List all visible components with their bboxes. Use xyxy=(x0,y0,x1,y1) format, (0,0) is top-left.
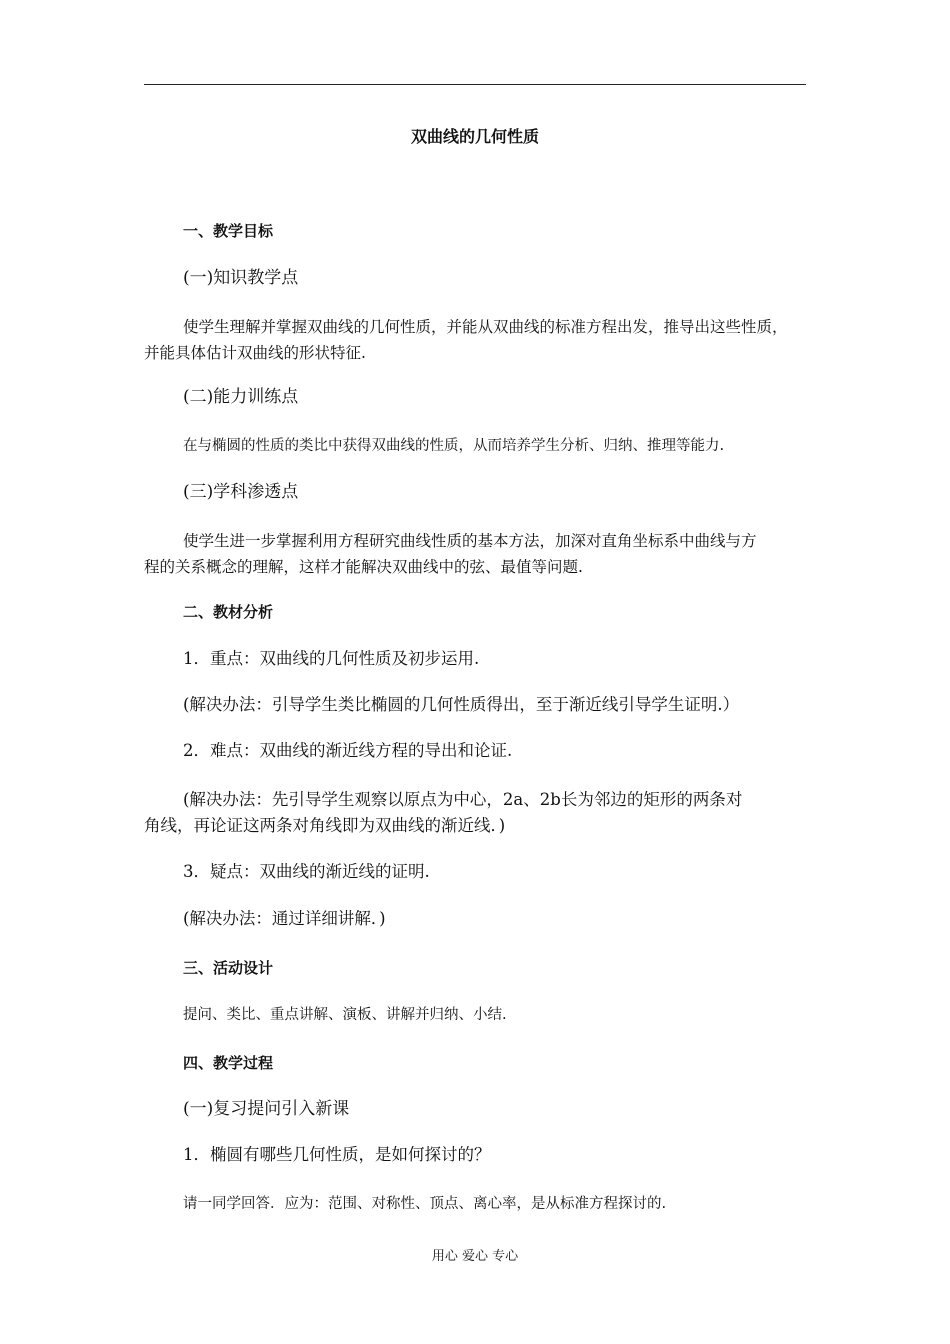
item-difficult-point-solution-line1: (解决办法：先引导学生观察以原点为中心，2a、2b长为邻边的矩形的两条对 xyxy=(183,790,743,809)
paragraph-knowledge-line1: 使学生理解并掌握双曲线的几何性质，并能从双曲线的标准方程出发，推导出这些性质， xyxy=(183,318,788,336)
subheading-interdisciplinary-points: (三)学科渗透点 xyxy=(183,482,299,502)
paragraph-interdisciplinary-line2: 程的关系概念的理解，这样才能解决双曲线中的弦、最值等问题. xyxy=(144,558,583,576)
paragraph-knowledge-line2: 并能具体估计双曲线的形状特征. xyxy=(144,344,366,362)
question-ellipse-properties: 1．椭圆有哪些几何性质，是如何探讨的？ xyxy=(183,1145,491,1164)
subheading-ability-points: (二)能力训练点 xyxy=(183,387,299,407)
paragraph-ability: 在与椭圆的性质的类比中获得双曲线的性质，从而培养学生分析、归纳、推理等能力. xyxy=(183,438,725,454)
paragraph-interdisciplinary-line1: 使学生进一步掌握利用方程研究曲线性质的基本方法，加深对直角坐标系中曲线与方 xyxy=(183,532,757,550)
section-heading-activity-design: 三、活动设计 xyxy=(183,959,274,977)
item-difficult-point: 2．难点：双曲线的渐近线方程的导出和论证. xyxy=(183,741,513,760)
section-heading-material-analysis: 二、教材分析 xyxy=(183,603,274,621)
item-difficult-point-solution-line2: 角线，再论证这两条对角线即为双曲线的渐近线．) xyxy=(144,816,506,835)
item-doubt-point: 3．疑点：双曲线的渐近线的证明. xyxy=(183,862,430,881)
item-key-point-solution: (解决办法：引导学生类比椭圆的几何性质得出，至于渐近线引导学生证明.） xyxy=(183,695,740,714)
page-title: 双曲线的几何性质 xyxy=(410,127,539,146)
answer-ellipse-properties: 请一同学回答．应为：范围、对称性、顶点、离心率，是从标准方程探讨的. xyxy=(183,1196,667,1212)
subheading-review-questions: (一)复习提问引入新课 xyxy=(183,1099,350,1119)
header-rule xyxy=(144,84,806,85)
paragraph-activity-design: 提问、类比、重点讲解、演板、讲解并归纳、小结. xyxy=(183,1007,507,1023)
item-doubt-point-solution: (解决办法：通过详细讲解．) xyxy=(183,909,386,928)
section-heading-teaching-process: 四、教学过程 xyxy=(183,1054,274,1072)
item-key-point: 1．重点：双曲线的几何性质及初步运用. xyxy=(183,649,480,668)
subheading-knowledge-points: (一)知识教学点 xyxy=(183,268,299,288)
section-heading-objectives: 一、教学目标 xyxy=(183,222,274,240)
page-footer: 用心 爱心 专心 xyxy=(431,1249,519,1264)
